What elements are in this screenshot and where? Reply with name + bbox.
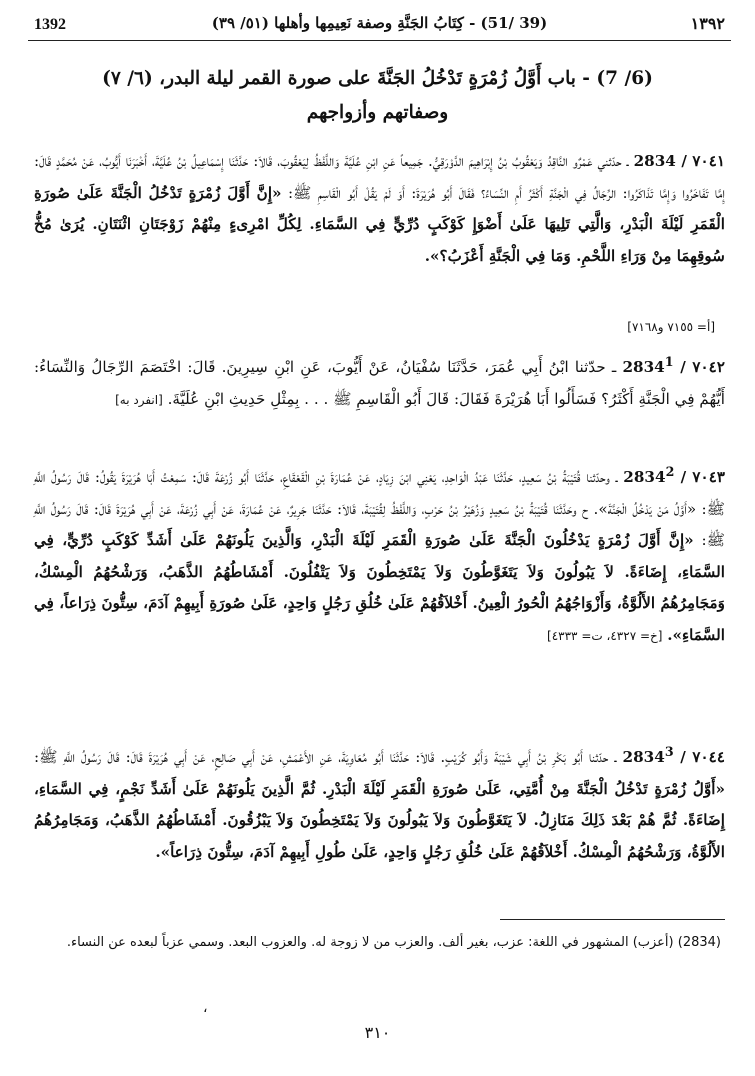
hadith-quote: «إِنَّ أَوَّلَ زُمْرَةٍ يَدْخُلُونَ الْجَنَّةَ عَلَىٰ صُورَةِ الْقَمَرِ لَيْلَةَ الْبَدْرِ، وَالَّذِينَ يَلُونَهُمْ عَلَىٰ أَشَدِّ كَوْكَبٍ دُرِّيٍّ، فِي السَّمَاءِ، إِضَاءَةً. لاَ يَبُولُونَ وَلاَ يَتَغَوَّطُونَ وَلاَ يَمْتَخِطُونَ وَلاَ يَتْفُلُونَ. أَمْشَاطُهُمُ الذَّهَبُ، وَرَشْحُهُمُ الْمِسْكُ، وَمَجَامِرُهُمُ الأَلُوَّةُ، وَأَزْوَاجُهُمُ الْحُورُ الْعِينُ. أَخْلاَقُهُمْ عَلَىٰ خُلُقِ رَجُلٍ وَاحِدٍ، عَلَىٰ صُورَةِ أَبِيهِمْ آدَمَ، سِتُّونَ ذِرَاعاً، فِي السَّمَاءِ».	[34, 531, 725, 644]
page-number-arabic: ١٣٩٢	[690, 14, 725, 33]
hadith-7041	[34, 146, 725, 272]
cross-reference: [أ= ٧١٥٥ و٧١٦٨]	[627, 320, 715, 334]
cross-reference: [انفرد به]	[115, 392, 163, 407]
hadith-text: ـ حدّثني عَمْرٌو النَّاقِدُ وَيَعْقُوبُ بْنُ إِبْرَاهِيمَ الدَّوْرَقِيُّ. جَمِيعاً عَنِ ابْنِ عُلَيَّةَ وَاللَّفْظُ لِيَعْقُوبَ، قَالاَ: حَدَّثَنَا إِسْمَاعِيلُ بْنُ عُلَيَّةَ، أَخْبَرَنَا أَيُّوبُ، عَنْ مُحَمَّدٍ قَالَ: إِمَّا تَفَاخَرُوا وَإِمَّا تَذَاكَرُوا: الرِّجَالُ فِي الْجَنَّةِ أَكْثَرُ أَمِ النِّسَاءُ؟ فَقَالَ أَبُو هُرَيْرَةَ: أَوَ لَمْ يَقُلْ أَبُو الْقَاسِمِ ﷺ:	[34, 152, 726, 202]
running-title: (39 /51) - كِتَابُ الجَنَّةِ وصفة نَعِيمِها وأهلها (٥١/ ٣٩)	[211, 14, 548, 32]
chapter-title-line2: وصفاتهم وأزواجهم	[306, 102, 449, 123]
hadith-quote: «إِنَّ أَوَّلَ زُمْرَةٍ تَدْخُلُ الْجَنَّةَ عَلَىٰ صُورَةِ الْقَمَرِ لَيْلَةَ الْبَدْرِ، وَالَّتِي تَلِيهَا عَلَىٰ أَضْوَإِ كَوْكَبٍ دُرِّيٍّ فِي السَّمَاءِ. لِكُلِّ امْرِىءٍ مِنْهُمْ زَوْجَتَانِ اثْنَتَانِ. يُرَىٰ مُخُّ سُوقِهِمَا مِنْ وَرَاءِ اللَّحْمِ. وَمَا فِي الْجَنَّةِ أَعْزَبُ؟».	[34, 183, 725, 265]
hadith-text: ـ حدّثنا أَبُو بَكْرِ بْنُ أَبِي شَيْبَةَ وَأَبُو كُرَيْبٍ. قَالاَ: حَدَّثَنَا أَبُو مُعَاوِيَةَ، عَنِ الأَعْمَشِ، عَنْ أَبِي صَالِحٍ، عَنْ أَبِي هُرَيْرَةَ قَالَ: قَالَ رَسُولُ اللَّهِ ﷺ:	[34, 748, 617, 767]
stray-mark: ،	[203, 1000, 208, 1016]
hadith-7042	[34, 346, 725, 416]
hadith-number: ٧٠٤٤ / 2834$^3$	[622, 744, 725, 767]
hadith-7044	[34, 736, 725, 868]
running-header	[28, 10, 731, 41]
hadith-number: ٧٠٤٢ / 2834$^1$	[622, 354, 725, 377]
hadith-quote: «أَوَّلُ زُمْرَةٍ تَدْخُلُ الْجَنَّةَ مِنْ أُمَّتِي، عَلَىٰ صُورَةِ الْقَمَرِ لَيْلَةَ الْبَدْرِ. ثُمَّ الَّذِينَ يَلُونَهُمْ عَلَىٰ أَشَدِّ نَجْمٍ، فِي السَّمَاءِ، إِضَاءَةً. ثُمَّ هُمْ بَعْدَ ذَلِكَ مَنَازِلُ. لاَ يَتَغَوَّطُونَ وَلاَ يَبُولُونَ وَلاَ يَمْتَخِطُونَ وَلاَ يَبْزُقُونَ. أَمْشَاطُهُمُ الذَّهَبُ، وَمَجَامِرُهُمُ الأَلُوَّةُ، وَرَشْحُهُمُ الْمِسْكُ. أَخْلاَقُهُمْ عَلَىٰ خُلُقِ رَجُلٍ وَاحِدٍ، عَلَىٰ طُولِ أَبِيهِمْ آدَمَ، سِتُّونَ ذِرَاعاً».	[34, 779, 725, 861]
hadith-number: ٧٠٤٣ / 2834$^2$	[623, 464, 726, 487]
footnote-separator	[500, 919, 725, 920]
hadith-number: ٧٠٤١ / 2834	[633, 152, 726, 170]
page-number-bottom: ٣١٠	[364, 1023, 391, 1042]
chapter-heading	[40, 62, 715, 130]
hadith-7043	[34, 456, 725, 652]
footnote: (2834) (أعزب) المشهور في اللغة: عزب، بغير ألف. والعزب من لا زوجة له. والعزوب البعد. وسمي عزباً لبعده عن النساء.	[66, 935, 721, 950]
hadith-text: ـ حدّثنا ابْنُ أَبِي عُمَرَ، حَدَّثَنَا سُفْيَانُ، عَنْ أَيُّوبَ، عَنِ ابْنِ سِيرِينَ. قَالَ: اخْتَصَمَ الرِّجَالُ وَالنِّسَاءُ: أَيُّهُمْ فِي الْجَنَّةِ أَكْثَرُ؟ فَسَأَلُوا أَبَا هُرَيْرَةَ فَقَالَ: قَالَ أَبُو الْقَاسِمِ ﷺ . . . بِمِثْلِ حَدِيثِ ابْنِ عُلَيَّةَ.	[34, 358, 725, 408]
hadith-text: ـ وحدّثنا قُتَيْبَةُ بْنُ سَعِيدٍ، حَدَّثَنَا عَبْدُ الْوَاحِدِ، يَعْنِي ابْنَ زِيَادٍ، عَنْ عُمَارَةَ بْنِ الْقَعْقَاعِ، حَدَّثَنَا أَبُو زُرْعَةَ قَالَ: سَمِعْتُ أَبَا هُرَيْرَةَ يَقُولُ: قَالَ رَسُولُ اللَّهِ ﷺ: «أَوَّلُ مَنْ يَدْخُلُ الْجَنَّةَ». ح وحَدَّثَنَا قُتَيْبَةُ بْنُ سَعِيدٍ وَزُهَيْرُ بْنُ حَرْبٍ، وَاللَّفْظُ لِقُتَيْبَةَ، قَالاَ: حَدَّثَنَا جَرِيرٌ، عَنْ عُمَارَةَ، عَنْ أَبِي زُرْعَةَ، عَنْ أَبِي هُرَيْرَةَ قَالَ: قَالَ رَسُولُ اللَّهِ ﷺ:	[34, 468, 726, 550]
page-number-latin: 1392	[34, 16, 66, 33]
chapter-title-line1: (6/ 7) - باب أَوَّلُ زُمْرَةٍ تَدْخُلُ الجَنَّةَ على صورة القمر ليلة البدر، (٦/ ٧)	[102, 68, 653, 89]
cross-reference: [خ= ٤٣٢٧، ت= ٤٣٣٣]	[547, 628, 663, 643]
